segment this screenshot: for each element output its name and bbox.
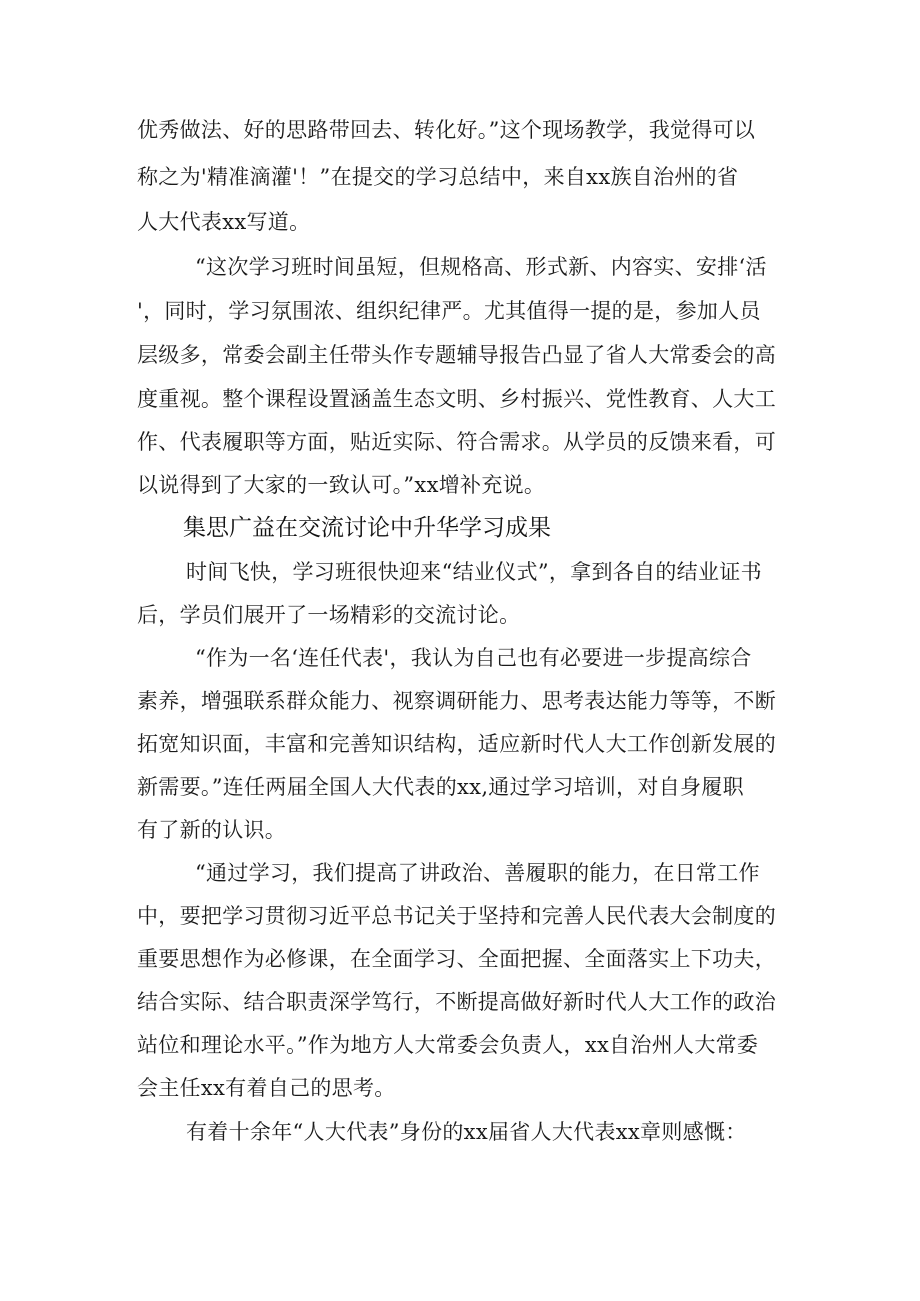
text-line: 会主任xx有着自己的思考。 [137, 1076, 396, 1100]
text-line: 素养，增强联系群众能力、视察调研能力、思考表达能力等等，不断 [137, 689, 776, 713]
text-line: 有了新的认识。 [137, 818, 287, 842]
text-line: 以说得到了大家的一致认可。”xx增补充说。 [137, 473, 546, 497]
text-line: 重要思想作为必修课，在全面学习、全面把握、全面落实上下功夫， [137, 947, 776, 971]
text-line: 称之为'精准滴灌'！”在提交的学习总结中，来自xx族自治州的省 [137, 165, 739, 189]
section-heading: 集思广益在交流讨论中升华学习成果 [183, 515, 551, 541]
text-line: 站位和理论水平。”作为地方人大常委会负责人，xx自治州人大常委 [137, 1033, 759, 1057]
text-line: '，同时，学习氛围浓、组织纪律严。尤其值得一提的是，参加人员 [137, 299, 761, 323]
text-line: 作、代表履职等方面，贴近实际、符合需求。从学员的反馈来看，可 [137, 430, 776, 454]
text-line: 新需要。”连任两届全国人大代表的xx,通过学习培训，对自身履职 [137, 775, 744, 799]
text-line: 有着十余年“人大代表”身份的xx届省人大代表xx章则感慨： [186, 1120, 747, 1144]
text-line: 结合实际、结合职责深学笃行，不断提高做好新时代人大工作的政治 [137, 990, 776, 1014]
text-line: “这次学习班时间虽短，但规格高、形式新、内容实、安排‘活 [195, 255, 767, 279]
text-line: 人大代表xx写道。 [137, 210, 311, 234]
text-line: 中，要把学习贯彻习近平总书记关于坚持和完善人民代表大会制度的 [137, 904, 776, 928]
text-line: 优秀做法、好的思路带回去、转化好。”这个现场教学，我觉得可以 [137, 118, 756, 142]
text-line: 后，学员们展开了一场精彩的交流讨论。 [137, 603, 521, 627]
text-line: 层级多，常委会副主任带头作专题辅导报告凸显了省人大常委会的高 [137, 343, 776, 367]
text-line: 拓宽知识面，丰富和完善知识结构，适应新时代人大工作创新发展的 [137, 732, 776, 756]
text-line: 度重视。整个课程设置涵盖生态文明、乡村振兴、党性教育、人大工 [137, 387, 776, 411]
text-line: 时间飞快，学习班很快迎来“结业仪式”，拿到各自的结业证书 [186, 560, 762, 584]
text-line: “通过学习，我们提高了讲政治、善履职的能力，在日常工作 [195, 861, 760, 885]
text-line: “作为一名‘连任代表'，我认为自己也有必要进一步提高综合 [195, 646, 752, 670]
